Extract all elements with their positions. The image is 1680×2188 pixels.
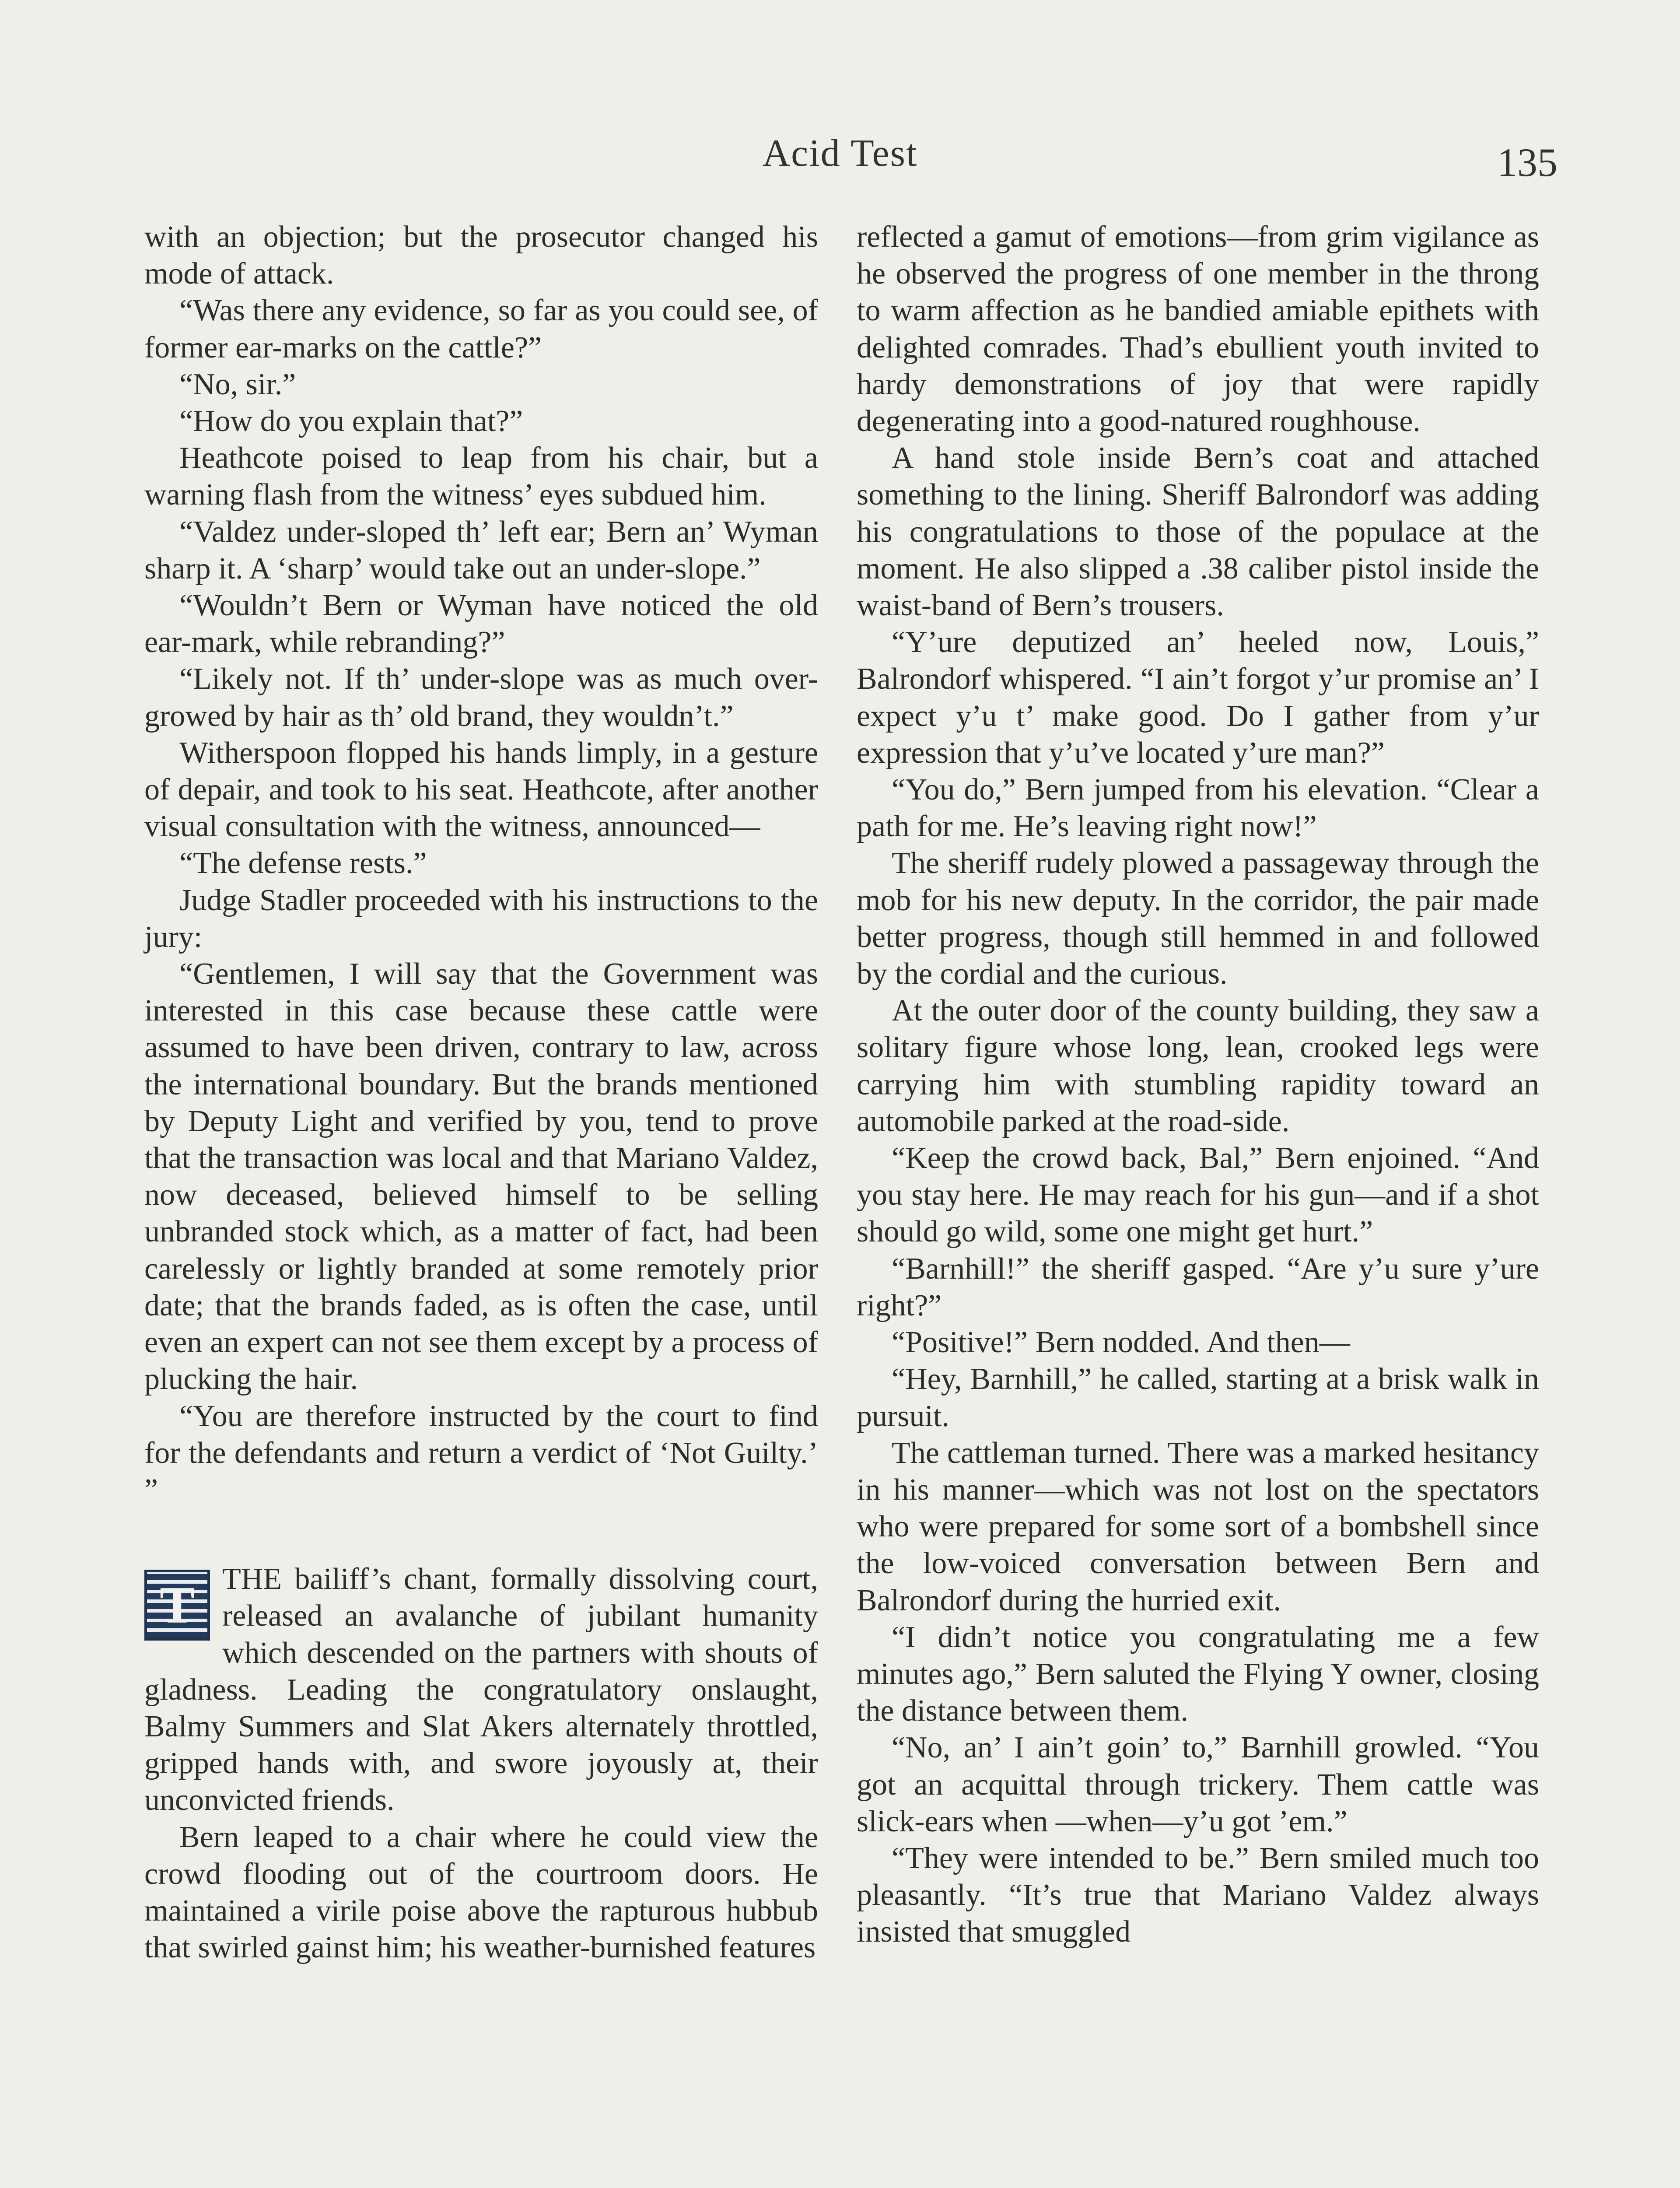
paragraph-text: bailiff’s chant, formally dissolving court, released an avalanche of jubilant humanity which descended on the partners with shouts of gladness. Leading the congratulatory onslaught, Balmy Summers and Slat Akers alternately throttled, gripped hands with, and swore joyously at, their unconvicted friends. — [144, 1562, 818, 1817]
paragraph: At the outer door of the county building, they saw a solitary figure whose long, lean, crooked legs were carrying him with stumbling rapidity toward an automobile parked at the road-side. — [857, 994, 1539, 1138]
paragraph: Heathcote poised to leap from his chair, but a warning flash from the witness’ eyes subdued him. — [144, 441, 818, 512]
lead-word: THE — [222, 1562, 282, 1596]
paragraph: “No, an’ I ain’t goin’ to,” Barnhill growled. “You got an acquittal through trickery. Them cattle was slick-ears when —when—y’u got ’em.” — [857, 1731, 1539, 1838]
paragraph: “Valdez under-sloped th’ left ear; Bern an’ Wyman sharp it. A ‘sharp’ would take out an under-slope.” — [144, 515, 818, 586]
paragraph: The cattleman turned. There was a marked hesitancy in his manner—which was not lost on the spectators who were prepared for some sort of a bombshell since the low-voiced conversation between Bern and Balrondorf during the hurried exit. — [857, 1436, 1539, 1617]
paragraph: “You do,” Bern jumped from his elevation. “Clear a path for me. He’s leaving right now!” — [857, 773, 1539, 844]
paragraph: “Was there any evidence, so far as you could see, of former ear-marks on the cattle?” — [144, 294, 818, 365]
paragraph: with an objection; but the prosecutor changed his mode of attack. — [144, 220, 818, 291]
paragraph: “Hey, Barnhill,” he called, starting at a brisk walk in pursuit. — [857, 1362, 1539, 1433]
left-column — [144, 219, 818, 1966]
paragraph: Judge Stadler proceeded with his instructions to the jury: — [144, 883, 818, 954]
right-column — [857, 219, 1539, 1951]
paragraph: “They were intended to be.” Bern smiled much too pleasantly. “It’s true that Mariano Valdez always insisted that smuggled — [857, 1841, 1539, 1949]
section-opening-paragraph — [144, 1561, 818, 1819]
paragraph: A hand stole inside Bern’s coat and attached something to the lining. Sheriff Balrondorf was adding his congratulations to those of the populace at the moment. He also slipped a .38 caliber pistol inside the waist-band of Bern’s trousers. — [857, 441, 1539, 623]
paragraph: “No, sir.” — [179, 367, 296, 401]
running-head: Acid Test — [762, 132, 918, 175]
paragraph: “You are therefore instructed by the court to find for the defendants and return a verdict of ‘Not Guilty.’ ” — [144, 1399, 818, 1507]
paragraph: “Gentlemen, I will say that the Government was interested in this case because these cattle were assumed to have been driven, contrary to law, across the international boundary. But the brands mentioned by Deputy Light and verified by you, tend to prove that the transaction was local and that Mariano Valdez, now deceased, believed himself to be selling unbranded stock which, as a matter of fact, had been carelessly or lightly branded at some remotely prior date; that the brands faded, as is often the case, until even an expert can not see them except by a process of plucking the hair. — [144, 957, 818, 1396]
paragraph: “The defense rests.” — [179, 846, 427, 880]
paragraph: “Keep the crowd back, Bal,” Bern enjoined. “And you stay here. He may reach for his gun—and if a shot should go wild, some one might get hurt.” — [857, 1141, 1539, 1249]
paragraph: “Y’ure deputized an’ heeled now, Louis,” Balrondorf whispered. “I ain’t forgot y’ur promise an’ I expect y’u t’ make good. Do I gather from y’ur expression that y’u’ve located y’ure man?” — [857, 625, 1539, 770]
paragraph: “How do you explain that?” — [179, 404, 523, 438]
paragraph: The sheriff rudely plowed a passageway through the mob for his new deputy. In the corridor, the pair made better progress, though still hemmed in and followed by the cordial and the curious. — [857, 846, 1539, 991]
paragraph: reflected a gamut of emotions—from grim vigilance as he observed the progress of one member in the throng to warm affection as he bandied amiable epithets with delighted comrades. Thad’s ebullient youth invited to hardy demonstrations of joy that were rapidly degenerating into a good-natured roughhouse. — [857, 220, 1539, 438]
paragraph: “Wouldn’t Bern or Wyman have noticed the old ear-mark, while rebranding?” — [144, 589, 818, 659]
paragraph: Witherspoon flopped his hands limply, in a gesture of depair, and took to his seat. Heathcote, after another visual consultation with the witness, announced— — [144, 736, 818, 844]
page-number: 135 — [1497, 140, 1558, 185]
paragraph: “Barnhill!” the sheriff gasped. “Are y’u sure y’ure right?” — [857, 1252, 1539, 1322]
paragraph: “Likely not. If th’ under-slope was as much over-growed by hair as th’ old brand, they wouldn’t.” — [144, 662, 818, 733]
paragraph: “I didn’t notice you congratulating me a few minutes ago,” Bern saluted the Flying Y owner, closing the distance between them. — [857, 1620, 1539, 1728]
ornamental-dropcap: T — [144, 1570, 210, 1641]
paragraph: Bern leaped to a chair where he could view the crowd flooding out of the courtroom doors. He maintained a virile poise above the rapturous hubbub that swirled gainst him; his weather-burnished features — [144, 1820, 818, 1965]
paragraph: “Positive!” Bern nodded. And then— — [892, 1325, 1350, 1360]
